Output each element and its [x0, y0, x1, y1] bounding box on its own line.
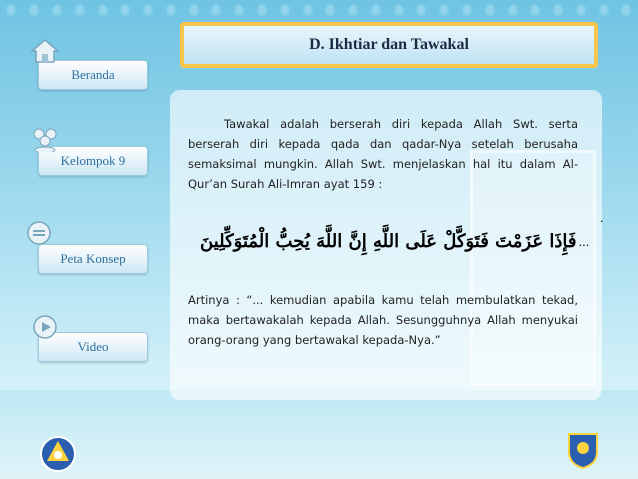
translation-paragraph: Artinya : “... kemudian apabila kamu telah membulatkan tekad, maka bertawakalah kepada Allah. Sesungguhnya Allah menyukai orang-orang yang bertawakal kepada-Nya.” [188, 293, 578, 347]
group-icon [30, 126, 60, 152]
sidebar-item-label: Kelompok 9 [60, 153, 126, 168]
tut-wuri-handayani-logo [39, 435, 77, 473]
sidebar-item-label: Beranda [71, 67, 115, 82]
page-title-text: D. Ikhtiar dan Tawakal [309, 36, 469, 53]
stray-dot: . [600, 211, 604, 225]
school-emblem-logo [566, 430, 600, 470]
home-icon [30, 38, 60, 64]
arabic-ellipsis: ... [578, 233, 590, 249]
sidebar-item-label: Video [77, 339, 109, 354]
arabic-verse-text: ﻓَﺈِﺫَﺍ ﻋَﺰَﻣْﺖَ ﻓَﺘَﻮَﻛَّﻞْ ﻋَﻠَﻰ ﺍﻟﻠَّﻪِ ﺇِﻥَّ ﺍﻟﻠَّﻪَ ﻳُﺤِﺐُّ ﺍﻟْﻤُﺘَﻮَﻛِّﻠِﻴﻦَ [200, 230, 577, 252]
sidebar-item-peta-konsep[interactable] [38, 244, 148, 274]
arabic-verse [200, 226, 595, 256]
background-floor [0, 390, 638, 479]
page-title [180, 22, 598, 68]
play-icon [30, 314, 60, 340]
map-icon [24, 220, 54, 246]
top-binder-rings [0, 0, 638, 20]
definition-paragraph: Tawakal adalah berserah diri kepada Allah Swt. serta berserah diri kepada qada dan qadar-Nya setelah berusaha semaksimal mungkin. Allah Swt. menjelaskan hal itu dalam Al-Qur’an Surah Ali-Imran ayat 159 : [188, 117, 578, 191]
sidebar-item-label: Peta Konsep [60, 251, 126, 266]
sidebar-item-beranda[interactable] [38, 60, 148, 90]
